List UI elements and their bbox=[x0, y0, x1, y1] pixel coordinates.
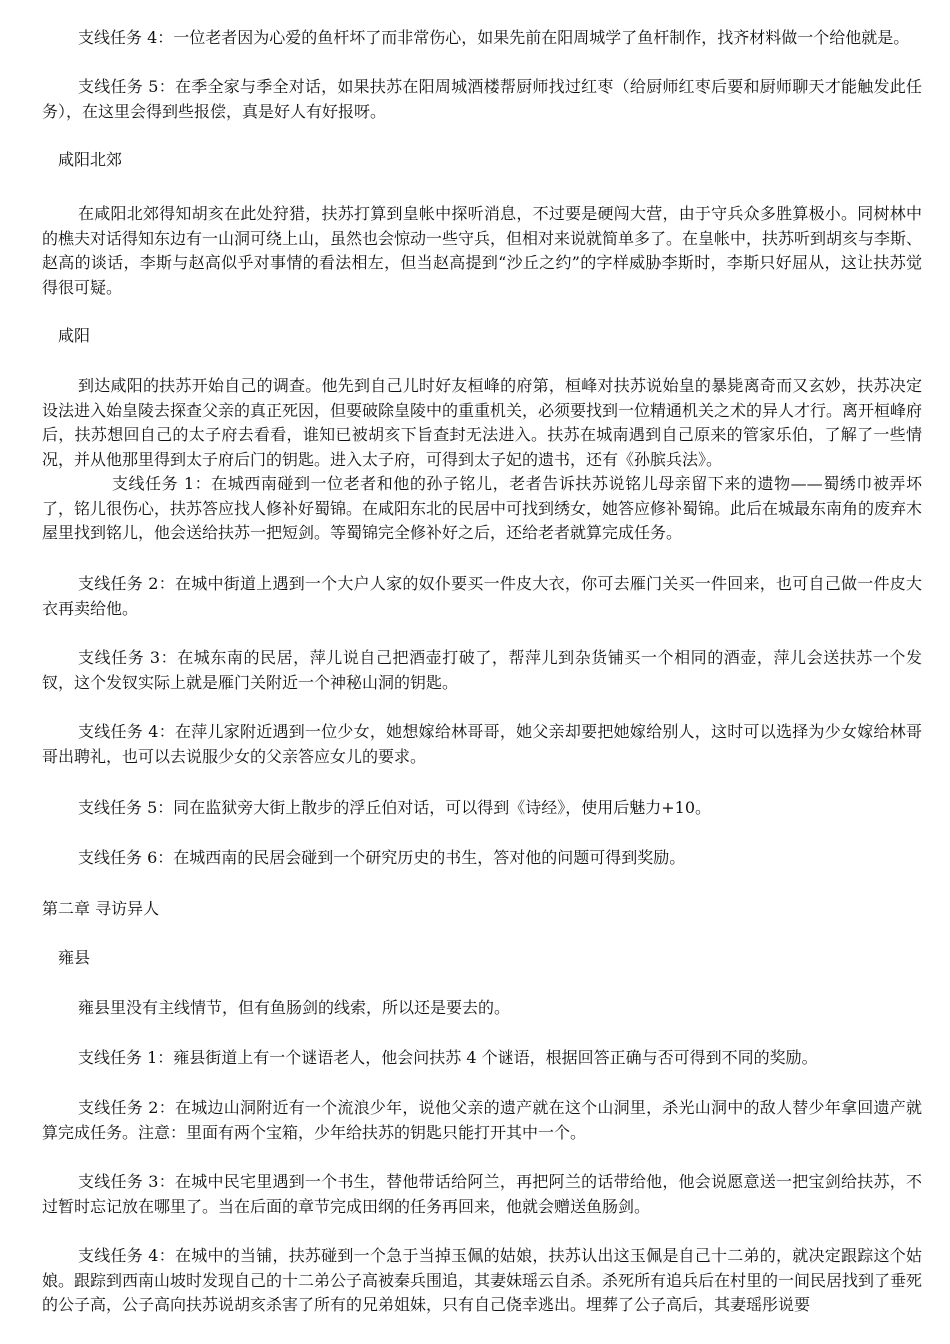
section-heading-xianyang: 咸阳 bbox=[58, 326, 91, 345]
paragraph-xianyang-quest-2: 支线任务 2：在城中街道上遇到一个大户人家的奴仆要买一件皮大衣，你可去雁门关买一件回来，也可自己做一件皮大衣再卖给他。 bbox=[42, 574, 922, 618]
paragraph-quest-5-jiquan: 支线任务 5：在季全家与季全对话，如果扶苏在阳周城酒楼帮厨师找过红枣（给厨师红枣后要和厨师聊天才能触发此任务），在这里会得到些报偿，真是好人有好报呀。 bbox=[42, 77, 922, 121]
paragraph-xianyang-quest-3: 支线任务 3：在城东南的民居，萍儿说自己把酒壶打破了，帮萍儿到杂货铺买一个相同的酒壶，萍儿会送扶苏一个发钗，这个发钗实际上就是雁门关附近一个神秘山洞的钥匙。 bbox=[42, 648, 922, 692]
paragraph-xianyang-quest-5: 支线任务 5：同在监狱旁大街上散步的浮丘伯对话，可以得到《诗经》，使用后魅力+10。 bbox=[78, 798, 712, 817]
paragraph-yongxian-quest-2: 支线任务 2：在城边山洞附近有一个流浪少年，说他父亲的遗产就在这个山洞里，杀光山洞中的敌人替少年拿回遗产就算完成任务。注意：里面有两个宝箱，少年给扶苏的钥匙只能打开其中一个。 bbox=[42, 1098, 922, 1142]
paragraph-yongxian-quest-1: 支线任务 1：雍县街道上有一个谜语老人，他会问扶苏 4 个谜语，根据回答正确与否可得到不同的奖励。 bbox=[78, 1048, 818, 1067]
paragraph-yongxian-quest-4: 支线任务 4：在城中的当铺，扶苏碰到一个急于当掉玉佩的姑娘，扶苏认出这玉佩是自己十二弟的，就决定跟踪这个姑娘。跟踪到西南山坡时发现自己的十二弟公子高被秦兵围追，其妻妹瑶云自杀。杀死所有追兵后在村里的一间民居找到了垂死的公子高，公子高向扶苏说胡亥杀害了所有的兄弟姐妹，只有自己侥幸逃出。埋葬了公子高后，其妻瑶彤说要 bbox=[42, 1246, 923, 1314]
paragraph-quest-4-fishing-rod: 支线任务 4：一位老者因为心爱的鱼杆坏了而非常伤心，如果先前在阳周城学了鱼杆制作，找齐材料做一个给他就是。 bbox=[78, 28, 910, 47]
chapter-heading-2: 第二章 寻访异人 bbox=[42, 899, 160, 918]
section-heading-xianyang-north: 咸阳北郊 bbox=[58, 150, 123, 169]
paragraph-xianyang-quest-1: 支线任务 1：在城西南碰到一位老者和他的孙子铭儿，老者告诉扶苏说铭儿母亲留下来的遗物——蜀绣巾被弄坏了，铭儿很伤心，扶苏答应找人修补好蜀锦。在咸阳东北的民居中可找到绣女，她答应修补蜀锦。此后在城最东南角的废弃木屋里找到铭儿，他会送给扶苏一把短剑。等蜀锦完全修补好之后，还给老者就算完成任务。 bbox=[42, 474, 923, 542]
section-heading-yongxian: 雍县 bbox=[58, 948, 91, 967]
paragraph-xianyang-story: 到达咸阳的扶苏开始自己的调查。他先到自己儿时好友桓峰的府第，桓峰对扶苏说始皇的暴毙离奇而又玄妙，扶苏决定设法进入始皇陵去探查父亲的真正死因，但要破除皇陵中的重重机关，必须要找到一位精通机关之术的异人才行。离开桓峰府后，扶苏想回自己的太子府去看看，谁知已被胡亥下旨查封无法进入。扶苏在城南遇到自己原来的管家乐伯，了解了一些情况，并从他那里得到太子府后门的钥匙。进入太子府，可得到太子妃的遗书，还有《孙膑兵法》。 bbox=[42, 376, 923, 469]
paragraph-xianyang-north-story: 在咸阳北郊得知胡亥在此处狩猎，扶苏打算到皇帐中探听消息，不过要是硬闯大营，由于守兵众多胜算极小。同树林中的樵夫对话得知东边有一山洞可绕上山，虽然也会惊动一些守兵，但相对来说就简单多了。在皇帐中，扶苏听到胡亥与李斯、赵高的谈话，李斯与赵高似乎对事情的看法相左，但当赵高提到“沙丘之约”的字样威胁李斯时，李斯只好屈从，这让扶苏觉得很可疑。 bbox=[42, 204, 923, 297]
paragraph-yongxian-quest-3: 支线任务 3：在城中民宅里遇到一个书生，替他带话给阿兰，再把阿兰的话带给他，他会说愿意送一把宝剑给扶苏，不过暂时忘记放在哪里了。当在后面的章节完成田纲的任务再回来，他就会赠送鱼肠剑。 bbox=[42, 1172, 922, 1216]
paragraph-xianyang-quest-4: 支线任务 4：在萍儿家附近遇到一位少女，她想嫁给林哥哥，她父亲却要把她嫁给别人，这时可以选择为少女嫁给林哥哥出聘礼，也可以去说服少女的父亲答应女儿的要求。 bbox=[42, 722, 922, 766]
paragraph-yongxian-intro: 雍县里没有主线情节，但有鱼肠剑的线索，所以还是要去的。 bbox=[78, 998, 511, 1017]
paragraph-xianyang-quest-6: 支线任务 6：在城西南的民居会碰到一个研究历史的书生，答对他的问题可得到奖励。 bbox=[78, 848, 686, 867]
